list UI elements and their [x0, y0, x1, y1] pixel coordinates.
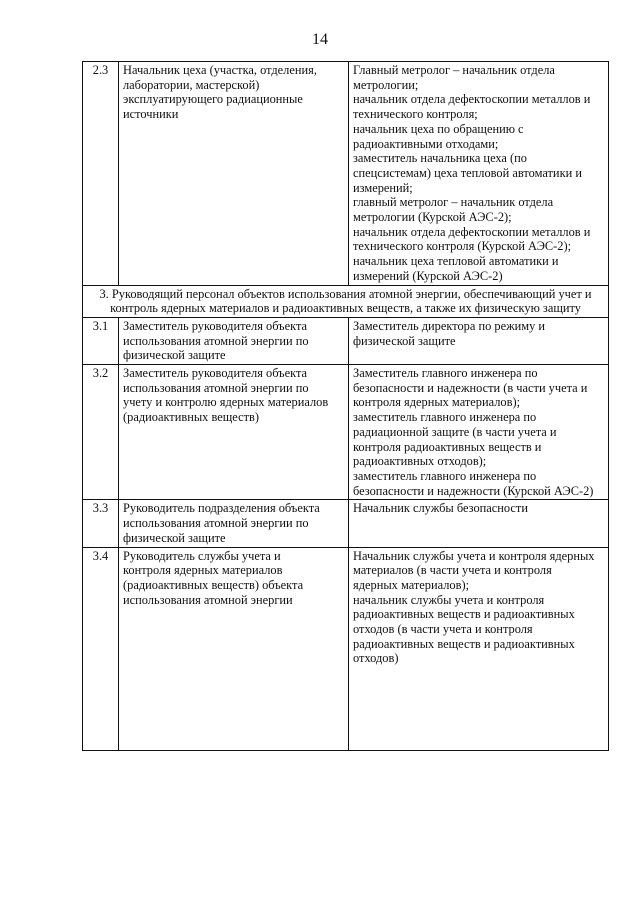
text-line: 3. Руководящий персонал объектов использования атомной энергии, обеспечивающий учет и — [99, 286, 592, 301]
text-line: безопасности и надежности (Курской АЭС-2) — [353, 483, 594, 498]
responsible-cell — [349, 317, 609, 364]
responsible-cell — [349, 365, 609, 500]
text-line: использования атомной энергии по — [123, 516, 309, 531]
text-line: использования атомной энергии — [123, 592, 293, 607]
text-line: радиоактивными отходами; — [353, 136, 499, 151]
text-line: отходов (в части учета и контроля — [353, 622, 533, 637]
text-line: Начальник службы учета и контроля ядерных — [353, 548, 595, 563]
text-line: источники — [123, 107, 179, 122]
text-line: Заместитель руководителя объекта — [123, 366, 308, 381]
text-line: радиоактивных веществ и радиоактивных — [353, 636, 575, 651]
text-line: Начальник службы безопасности — [353, 501, 528, 516]
text-line: Заместитель директора по режиму и — [353, 318, 546, 333]
text-line: Руководитель службы учета и — [123, 548, 281, 563]
row-number: 3.4 — [83, 547, 119, 750]
text-line: радиационной защите (в части учета и — [353, 424, 557, 439]
text-line: начальник цеха по обращению с — [353, 121, 524, 136]
text-line: Главный метролог – начальник отдела — [353, 63, 555, 77]
text-line: (радиоактивных веществ) — [123, 410, 259, 425]
text-line: физической защите — [123, 348, 226, 363]
table-row-3-2 — [83, 365, 609, 500]
table-row-3-1 — [83, 317, 609, 364]
text-line: Руководитель подразделения объекта — [123, 501, 320, 516]
text-line: использования атомной энергии по — [123, 380, 309, 395]
text-line: начальник отдела дефектоскопии металлов и — [353, 224, 591, 239]
text-line: Начальник цеха (участка, отделения, — [123, 63, 317, 77]
section-heading-row — [83, 285, 609, 317]
text-line: физической защите — [353, 333, 456, 348]
text-line: физической защите — [123, 530, 226, 545]
text-line: измерений (Курской АЭС-2) — [353, 268, 503, 283]
table-row-2-3 — [83, 62, 609, 286]
text-line: лаборатории, мастерской) — [123, 77, 260, 92]
text-line: контроля радиоактивных веществ и — [353, 439, 542, 454]
text-line: отходов) — [353, 651, 399, 666]
text-line: начальник отдела дефектоскопии металлов и — [353, 92, 591, 107]
position-cell — [119, 62, 349, 286]
text-line: Заместитель главного инженера по — [353, 366, 538, 381]
text-line: безопасности и надежности (в части учета и — [353, 380, 588, 395]
text-line: Заместитель руководителя объекта — [123, 318, 308, 333]
text-line: заместитель главного инженера по — [353, 468, 537, 483]
text-line: главный метролог – начальник отдела — [353, 195, 554, 210]
text-line: контроля ядерных материалов — [123, 563, 283, 578]
text-line: эксплуатирующего радиационные — [123, 92, 303, 107]
text-line: контроль ядерных материалов и радиоактивных веществ, а также их физическую защиту — [110, 301, 581, 316]
responsible-cell — [349, 547, 609, 750]
text-line: измерений; — [353, 180, 413, 195]
page-number: 14 — [312, 31, 328, 48]
text-line: ядерных материалов); — [353, 577, 470, 592]
table-row-3-3 — [83, 500, 609, 547]
text-line: технического контроля (Курской АЭС-2); — [353, 239, 572, 254]
text-line: радиоактивных отходов); — [353, 454, 487, 469]
text-line: материалов (в части учета и контроля — [353, 563, 552, 578]
text-line: заместитель главного инженера по — [353, 410, 537, 425]
text-line: начальник службы учета и контроля — [353, 592, 545, 607]
text-line: метрологии; — [353, 77, 419, 92]
responsible-cell — [349, 500, 609, 547]
row-number: 2.3 — [83, 62, 119, 286]
table-row-3-4 — [83, 547, 609, 750]
responsibility-table — [82, 61, 609, 751]
position-cell — [119, 547, 349, 750]
text-line: (радиоактивных веществ) объекта — [123, 577, 304, 592]
section-3-heading — [83, 285, 609, 317]
text-line: радиоактивных веществ и радиоактивных — [353, 607, 575, 622]
text-line: использования атомной энергии по — [123, 333, 309, 348]
text-line: заместитель начальника цеха (по — [353, 151, 527, 166]
text-line: технического контроля; — [353, 107, 478, 122]
position-cell — [119, 500, 349, 547]
responsible-cell — [349, 62, 609, 286]
text-line: метрологии (Курской АЭС-2); — [353, 210, 512, 225]
row-number: 3.1 — [83, 317, 119, 364]
text-line: контроля ядерных материалов); — [353, 395, 521, 410]
row-number: 3.2 — [83, 365, 119, 500]
position-cell — [119, 317, 349, 364]
position-cell — [119, 365, 349, 500]
text-line: спецсистемам) цеха тепловой автоматики и — [353, 165, 582, 180]
row-number: 3.3 — [83, 500, 119, 547]
text-line: учету и контролю ядерных материалов — [123, 395, 329, 410]
text-line: начальник цеха тепловой автоматики и — [353, 254, 559, 269]
